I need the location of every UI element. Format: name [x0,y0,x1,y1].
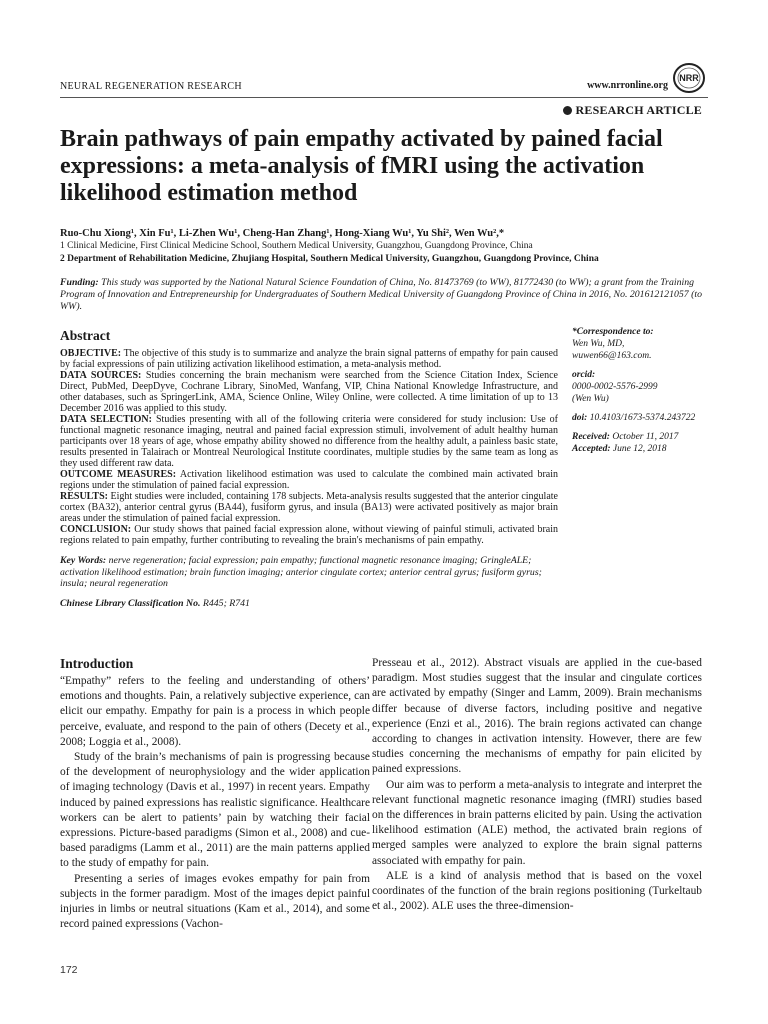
section-label: DATA SOURCES: [60,370,142,381]
introduction-heading: Introduction [60,656,134,671]
section-label: DATA SELECTION: [60,414,152,425]
body-column-right [372,656,702,914]
abstract-block [60,328,558,609]
abstract-conclusion [60,524,558,546]
section-label: OBJECTIVE: [60,348,122,359]
correspondence-label: *Correspondence to: [572,327,654,337]
body-paragraph: “Empathy” refers to the feeling and understanding of others’ emotions and thoughts. Pain, a relatively subjective experience, can elicit our empathy. Empathy for pain is a process in which people perceive, evaluate, and respond to the pain of others (Decety et al., 2008; Loggia et al., 2008). [60,675,370,748]
classification-number [60,598,558,609]
doi-value[interactable]: 10.4103/1673-5374.243722 [587,413,696,423]
journal-name: NEURAL REGENERATION RESEARCH [60,81,242,92]
article-type-text: RESEARCH ARTICLE [575,103,702,117]
accepted-label: Accepted: [572,444,611,454]
orcid-block [572,369,712,405]
dates-block [572,431,712,455]
abstract-data-sources [60,370,558,414]
orcid-name: (Wen Wu) [572,394,609,404]
clc-label: Chinese Library Classification No. [60,597,201,609]
section-text: Eight studies were included, containing 178 subjects. Meta-analysis results suggested that the anterior cingulate cortex (BA32), anterior central gyrus (BA44), fusiform gyrus, and insula (BA13) were activated positively as major brain areas under the stimulation of pained facial expression. [60,491,558,524]
logo-text: NRR [679,73,699,83]
journal-url[interactable]: www.nrronline.org [587,80,668,91]
doi-label: doi: [572,413,588,423]
received-date: October 11, 2017 [609,432,679,442]
article-sidebar [572,326,712,462]
journal-logo-icon [668,60,708,96]
funding-text: This study was supported by the National Natural Science Foundation of China, No. 81473769 (to WW), 81772430 (to WW); a grant from the Training Program of Innovation and Entrepreneurship for Undergraduates of Southern Medical University of Guangdong Province of China in 2016, No. 201612121057 (to WW). [60,277,703,312]
section-text: Activation likelihood estimation was used to calculate the combined main activated brain regions under the stimulation of pained facial expression. [60,469,558,491]
abstract-outcome-measures [60,469,558,491]
body-column-left [60,655,370,932]
abstract-data-selection [60,414,558,469]
keywords [60,555,558,590]
funding-statement [60,277,710,313]
affiliation-1: 1 Clinical Medicine, First Clinical Medicine School, Southern Medical University, Guangzhou, Guangdong Province, China [60,241,533,251]
author-list: Ruo-Chu Xiong¹, Xin Fu¹, Li-Zhen Wu¹, Cheng-Han Zhang¹, Hong-Xiang Wu¹, Yu Shi², Wen Wu²,* [60,228,505,239]
body-paragraph: Our aim was to perform a meta-analysis to integrate and interpret the relevant functional magnetic resonance imaging (fMRI) studies based on the differences in brain patterns elicited by pain. Using the activation likelihood estimation (ALE) method, the activated brain regions of merged samples were analyzed to explore the brain signal patterns associated with empathy for pain. [372,778,702,867]
funding-label: Funding: [60,277,99,288]
section-label: CONCLUSION: [60,524,132,535]
header-rule [60,97,708,98]
received-label: Received: [572,432,610,442]
section-text: Studies presenting with all of the following criteria were considered for study inclusion: Use of functional magnetic resonance imaging, neutral and pained facial expression stimuli, involvement of adult healthy human participants over 18 years of age, whose empathy ability showed no difference from the healthy adult, a painless basic state, results presented in Talairach or Montreal Neurological Institute coordinates, multiple studies by the same team as long as they used different raw data. [60,414,558,469]
affiliation-2: 2 Department of Rehabilitation Medicine, Zhujiang Hospital, Southern Medical University, Guangzhou, Guangdong Province, China [60,254,599,264]
section-label: OUTCOME MEASURES: [60,469,177,480]
orcid-label: orcid: [572,370,596,380]
body-paragraph: Presseau et al., 2012). Abstract visuals are applied in the cue-based paradigm. Most studies suggest that the insular and cingulate cortices are activated by empathy (Singer and Lamm, 2009). Brain mechanisms differ because of diverse factors, including positive and negative experience (Enzi et al., 2016). The brain regions activated can change according to changes in activation intensity. However, there are few studies concerning the mechanisms of empathy for pain elicited by pained expressions. [372,657,702,776]
body-paragraph: ALE is a kind of analysis method that is based on the voxel coordinates of the function of the brain regions positioning (Turkeltaub et al., 2002). ALE uses the three-dimension- [372,869,702,913]
body-paragraph: Presenting a series of images evokes empathy for pain from subjects in the former paradigm. Most of the images depict painful injuries in limbs or neutral situations (Kam et al., 2014), and some record pained expressions (Vachon- [60,872,370,931]
accepted-date: June 12, 2018 [610,444,667,454]
doi-block [572,412,712,424]
section-text: Our study shows that pained facial expression alone, without viewing of painful stimuli, activated brain regions related to pain empathy, further contributing to revealing the brain's mechanisms of pain empathy. [60,524,558,546]
body-paragraph: Study of the brain’s mechanisms of pain is progressing because of the development of neurophysiology and the wider application of imaging technology (Davis et al., 1997) in recent years. Empathy induced by pained expressions has realistic significance. Healthcare workers can be alert to patients’ pain by watching their facial expressions. Picture-based paradigms (Simon et al., 2008) and cue-based paradigms (Lamm et al., 2011) are the main patterns applied to the study of empathy for pain. [60,751,370,870]
correspondence-email[interactable]: wuwen66@163.com. [572,351,652,361]
keywords-text: nerve regeneration; facial expression; pain empathy; functional magnetic resonance imaging; GringleALE; activation likelihood estimation; brain function imaging; anterior cingulate cortex; anterior central gyrus; fusiform gyrus; insula; neural regeneration [60,555,542,589]
section-text: The objective of this study is to summarize and analyze the brain signal patterns of empathy for pain caused by facial expressions of pain utilizing activation likelihood estimation, a meta-analysis method. [60,348,558,370]
correspondence-name: Wen Wu, MD, [572,339,625,349]
article-title: Brain pathways of pain empathy activated by pained facial expressions: a meta-analysis of fMRI using the activation likelihood estimation method [60,126,663,206]
article-type-label [563,103,702,118]
abstract-results [60,491,558,524]
clc-text: R445; R741 [200,597,250,609]
bullet-icon [563,106,572,115]
orcid-id[interactable]: 0000-0002-5576-2999 [572,382,658,392]
page-number: 172 [60,964,78,976]
abstract-objective [60,348,558,370]
keywords-label: Key Words: [60,555,107,566]
section-text: Studies concerning the brain mechanism were searched from the Science Citation Index, Science Direct, PubMed, DeepDyve, Cochrane Library, SinoMed, Wanfang, VIP, China National Knowledge Infrastructure, and other databases, such as SpringerLink, AMA, Science Online, Wiley Online, were collected. A time limitation of up to 13 December 2016 was applied to this study. [60,370,558,414]
section-label: RESULTS: [60,491,108,502]
correspondence-block [572,326,712,362]
abstract-heading: Abstract [60,328,111,343]
